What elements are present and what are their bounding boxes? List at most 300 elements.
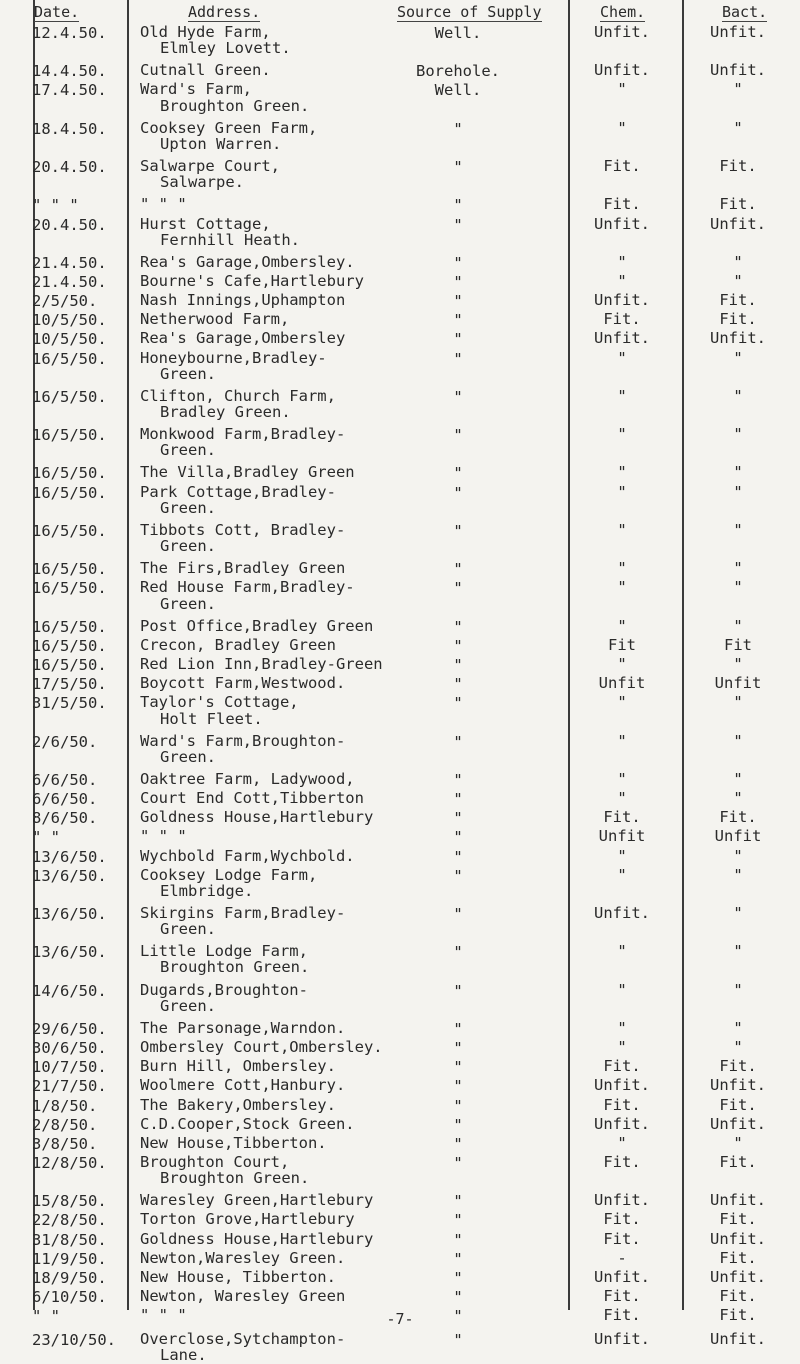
address-line: Ward's Farm,Broughton- — [140, 731, 346, 750]
bact-result: Unfit. — [710, 1191, 766, 1210]
chem-result-cell — [572, 1154, 672, 1170]
address-cell — [140, 1058, 336, 1074]
chem-result: Fit. — [603, 1210, 641, 1229]
chem-result-cell — [572, 311, 672, 327]
chem-result: " — [617, 616, 627, 635]
date-cell: 11/9/50. — [32, 1249, 107, 1268]
chem-result: " — [617, 80, 627, 99]
chem-result-cell — [572, 1288, 672, 1304]
chem-result: " — [617, 942, 627, 961]
bact-result-cell — [688, 1039, 788, 1055]
address-line: New House,Tibberton. — [140, 1133, 327, 1152]
bact-result-cell — [688, 1135, 788, 1151]
address-line: The Villa,Bradley Green — [140, 463, 355, 482]
bact-result-cell — [688, 905, 788, 921]
bact-result-cell — [688, 1077, 788, 1093]
chem-result-cell — [572, 484, 672, 500]
chem-result: Fit — [608, 635, 636, 654]
address-line: Green. — [160, 594, 216, 613]
date-cell: 16/5/50. — [32, 560, 107, 579]
chem-result: Fit. — [603, 1229, 641, 1248]
source-cell: " — [453, 560, 463, 579]
address-cell — [140, 1269, 336, 1285]
chem-result-cell — [572, 809, 672, 825]
bact-result-cell — [688, 158, 788, 174]
chem-result: Unfit. — [594, 1191, 650, 1210]
address-line: Nash Innings,Uphampton — [140, 291, 346, 310]
chem-result: Unfit. — [594, 1076, 650, 1095]
address-line: Old Hyde Farm, — [140, 23, 271, 41]
chem-result-cell — [572, 1116, 672, 1132]
date-cell: 21/7/50. — [32, 1077, 107, 1096]
source-cell: " — [453, 311, 463, 330]
address-line: Honeybourne,Bradley- — [140, 348, 327, 367]
chem-result-cell — [572, 694, 672, 710]
bact-result: " — [733, 1133, 743, 1152]
address-line: Woolmere Cott,Hanbury. — [140, 1076, 346, 1095]
chem-result-cell — [572, 579, 672, 595]
chem-result: Fit. — [603, 195, 641, 214]
address-cell — [140, 292, 345, 308]
source-cell: " — [453, 1192, 463, 1211]
bact-result-cell — [688, 867, 788, 883]
date-cell: 1/8/50. — [32, 1096, 98, 1115]
date-cell: 16/5/50. — [32, 464, 107, 483]
address-line: Green. — [160, 996, 216, 1015]
address-line: Hurst Cottage, — [140, 214, 271, 233]
address-line: Boycott Farm,Westwood. — [140, 674, 346, 693]
chem-result: " — [617, 1038, 627, 1057]
bact-result-cell — [688, 388, 788, 404]
address-line: Little Lodge Farm, — [140, 942, 308, 961]
chem-result: Fit. — [603, 310, 641, 329]
address-cell — [140, 254, 355, 270]
date-cell: 6/10/50. — [32, 1288, 107, 1307]
bact-result-cell — [688, 790, 788, 806]
date-cell: 22/8/50. — [32, 1211, 107, 1230]
chem-result-cell — [572, 1077, 672, 1093]
date-cell: 6/6/50. — [32, 790, 98, 809]
bact-result-cell — [688, 733, 788, 749]
chem-result-cell — [572, 1097, 672, 1113]
address-cell — [140, 120, 317, 152]
address-cell — [140, 733, 345, 765]
address-cell — [140, 426, 345, 458]
address-cell — [140, 771, 355, 787]
bact-result: " — [733, 118, 743, 137]
address-line: Goldness House,Hartlebury — [140, 1229, 374, 1248]
bact-result: Unfit. — [710, 1114, 766, 1133]
chem-result: Fit. — [603, 1306, 641, 1325]
address-line: Upton Warren. — [160, 134, 282, 153]
source-cell: " — [453, 1019, 463, 1038]
chem-result: Unfit. — [594, 329, 650, 348]
bact-result: " — [733, 616, 743, 635]
date-cell: 16/5/50. — [32, 617, 107, 636]
bact-result: " — [733, 865, 743, 884]
chem-result: Unfit. — [594, 903, 650, 922]
bact-result: " — [733, 1018, 743, 1037]
bact-result: Fit. — [719, 1057, 757, 1076]
date-cell: 6/6/50. — [32, 770, 98, 789]
bact-result: " — [733, 693, 743, 712]
chem-result-cell — [572, 867, 672, 883]
bact-result-cell — [688, 828, 788, 844]
chem-result-cell — [572, 618, 672, 634]
date-cell: 12/8/50. — [32, 1153, 107, 1172]
bact-result-cell — [688, 943, 788, 959]
address-line: Broughton Court, — [140, 1152, 290, 1171]
address-cell — [140, 1020, 345, 1036]
bact-result-cell — [688, 675, 788, 691]
address-line: New House, Tibberton. — [140, 1267, 336, 1286]
date-cell: 2/5/50. — [32, 292, 98, 311]
address-cell — [140, 828, 187, 844]
chem-result-cell — [572, 216, 672, 232]
address-line: Tibbots Cott, Bradley- — [140, 520, 346, 539]
header-bact: Bact. — [722, 3, 768, 21]
bact-result: " — [733, 655, 743, 674]
bact-result-cell — [688, 522, 788, 538]
chem-result: - — [617, 1248, 627, 1267]
source-cell: " — [453, 1077, 463, 1096]
header-chem: Chem. — [600, 3, 646, 21]
address-line: Waresley Green,Hartlebury — [140, 1191, 374, 1210]
date-cell: 21.4.50. — [32, 272, 107, 291]
address-cell — [140, 216, 300, 248]
chem-result: " — [617, 271, 627, 290]
source-cell: " — [453, 1331, 463, 1350]
address-cell — [140, 1231, 373, 1247]
chem-result-cell — [572, 388, 672, 404]
chem-result: Fit. — [603, 1152, 641, 1171]
bact-result-cell — [688, 809, 788, 825]
chem-result-cell — [572, 350, 672, 366]
bact-result: Unfit. — [710, 214, 766, 233]
bact-result-cell — [688, 81, 788, 97]
address-line: Green. — [160, 364, 216, 383]
address-line: Broughton Green. — [160, 96, 310, 115]
chem-result-cell — [572, 426, 672, 442]
chem-result-cell — [572, 905, 672, 921]
bact-result-cell — [688, 1331, 788, 1347]
source-cell: " — [453, 809, 463, 828]
chem-result-cell — [572, 1020, 672, 1036]
chem-result-cell — [572, 1250, 672, 1266]
bact-result-cell — [688, 120, 788, 136]
address-line: Park Cottage,Bradley- — [140, 482, 336, 501]
address-cell — [140, 943, 309, 975]
bact-result-cell — [688, 62, 788, 78]
source-cell: " — [453, 1211, 463, 1230]
address-cell — [140, 1192, 373, 1208]
address-line: Post Office,Bradley Green — [140, 616, 374, 635]
address-line: Broughton Green. — [160, 958, 310, 977]
bact-result-cell — [688, 1154, 788, 1170]
address-cell — [140, 848, 355, 864]
chem-result-cell — [572, 196, 672, 212]
header-address: Address. — [188, 3, 261, 21]
source-cell: " — [453, 1153, 463, 1172]
bact-result: " — [733, 731, 743, 750]
date-cell: 2/6/50. — [32, 732, 98, 751]
address-line: Overclose,Sytchampton- — [140, 1330, 346, 1349]
chem-result: " — [617, 769, 627, 788]
date-cell: 18.4.50. — [32, 119, 107, 138]
address-cell — [140, 637, 336, 653]
bact-result: " — [733, 942, 743, 961]
chem-result: Fit. — [603, 1057, 641, 1076]
date-cell: " " — [32, 828, 60, 847]
source-cell: " — [453, 1268, 463, 1287]
source-cell: Well. — [434, 24, 482, 42]
chem-result: Unfit. — [594, 23, 650, 41]
source-cell: " — [453, 675, 463, 694]
bact-result: Unfit. — [710, 23, 766, 41]
address-line: Newton, Waresley Green — [140, 1287, 346, 1306]
bact-result: " — [733, 463, 743, 482]
chem-result-cell — [572, 1039, 672, 1055]
date-cell: 31/8/50. — [32, 1230, 107, 1249]
address-line: Ombersley Court,Ombersley. — [140, 1038, 383, 1057]
source-cell: " — [453, 636, 463, 655]
bact-result-cell — [688, 216, 788, 232]
bact-result: Fit. — [719, 157, 757, 176]
bact-result: " — [733, 252, 743, 271]
bact-result: Fit. — [719, 1210, 757, 1229]
chem-result: Unfit. — [594, 61, 650, 80]
date-cell: 16/5/50. — [32, 636, 107, 655]
bact-result-cell — [688, 771, 788, 787]
bact-result-cell — [688, 1192, 788, 1208]
address-line: The Firs,Bradley Green — [140, 559, 346, 578]
address-line: Skirgins Farm,Bradley- — [140, 903, 346, 922]
header-date: Date. — [34, 3, 80, 21]
chem-result-cell — [572, 254, 672, 270]
date-cell: 13/6/50. — [32, 866, 107, 885]
chem-result-cell — [572, 675, 672, 691]
bact-result-cell — [688, 560, 788, 576]
address-cell — [140, 1116, 355, 1132]
address-line: Elmbridge. — [160, 881, 254, 900]
address-cell — [140, 1211, 355, 1227]
address-cell — [140, 867, 317, 899]
bact-result-cell — [688, 1097, 788, 1113]
chem-result-cell — [572, 1058, 672, 1074]
address-cell — [140, 560, 345, 576]
source-cell: " — [453, 292, 463, 311]
column-rule-chem-right — [682, 0, 684, 1310]
chem-result: " — [617, 425, 627, 444]
chem-result-cell — [572, 1211, 672, 1227]
bact-result: Fit. — [719, 310, 757, 329]
source-cell: Well. — [434, 81, 482, 100]
address-cell — [140, 350, 327, 382]
source-cell: " — [453, 196, 463, 215]
chem-result-cell — [572, 1135, 672, 1151]
chem-result-cell — [572, 120, 672, 136]
bact-result: " — [733, 559, 743, 578]
source-cell: Borehole. — [416, 62, 500, 81]
address-line: Holt Fleet. — [160, 709, 263, 728]
source-cell: " — [453, 579, 463, 598]
bact-result-cell — [688, 1250, 788, 1266]
bact-result: " — [733, 578, 743, 597]
address-cell — [140, 24, 291, 56]
bact-result-cell — [688, 1058, 788, 1074]
address-cell — [140, 484, 336, 516]
bact-result: " — [733, 348, 743, 367]
address-line: Wychbold Farm,Wychbold. — [140, 846, 355, 865]
chem-result: " — [617, 731, 627, 750]
bact-result-cell — [688, 311, 788, 327]
chem-result-cell — [572, 733, 672, 749]
source-cell: " — [453, 694, 463, 713]
chem-result-cell — [572, 848, 672, 864]
chem-result: Fit. — [603, 1095, 641, 1114]
bact-result: Fit. — [719, 1287, 757, 1306]
bact-result: Unfit. — [710, 1267, 766, 1286]
chem-result-cell — [572, 982, 672, 998]
source-cell: " — [453, 1307, 463, 1326]
source-cell: " — [453, 272, 463, 291]
source-cell: " — [453, 1249, 463, 1268]
address-line: " " " — [140, 1306, 187, 1325]
address-line: The Parsonage,Warndon. — [140, 1018, 346, 1037]
address-cell — [140, 579, 355, 611]
address-line: Cutnall Green. — [140, 61, 271, 80]
date-cell: 20.4.50. — [32, 215, 107, 234]
address-cell — [140, 1331, 345, 1363]
date-cell: 3/8/50. — [32, 1134, 98, 1153]
source-cell: " — [453, 1039, 463, 1058]
address-cell — [140, 1250, 345, 1266]
bact-result-cell — [688, 656, 788, 672]
date-cell: 10/7/50. — [32, 1058, 107, 1077]
source-cell: " — [453, 426, 463, 445]
address-line: Cooksey Lodge Farm, — [140, 865, 318, 884]
date-cell: 13/6/50. — [32, 904, 107, 923]
address-line: Green. — [160, 441, 216, 460]
address-line: Clifton, Church Farm, — [140, 386, 336, 405]
bact-result-cell — [688, 426, 788, 442]
bact-result: " — [733, 789, 743, 808]
chem-result-cell — [572, 273, 672, 289]
address-line: Salwarpe Court, — [140, 157, 280, 176]
bact-result: Unfit — [714, 827, 762, 846]
address-line: Newton,Waresley Green. — [140, 1248, 346, 1267]
bact-result: " — [733, 80, 743, 99]
bact-result: Unfit. — [710, 1330, 766, 1349]
date-cell: 18/9/50. — [32, 1268, 107, 1287]
source-cell: " — [453, 981, 463, 1000]
source-cell: " — [453, 617, 463, 636]
chem-result-cell — [572, 81, 672, 97]
chem-result: " — [617, 463, 627, 482]
address-cell — [140, 1097, 336, 1113]
bact-result-cell — [688, 464, 788, 480]
bact-result: Unfit. — [710, 329, 766, 348]
bact-result-cell — [688, 196, 788, 212]
chem-result-cell — [572, 24, 672, 40]
date-cell: 13/6/50. — [32, 943, 107, 962]
chem-result-cell — [572, 464, 672, 480]
column-rule-left — [127, 0, 129, 1310]
address-cell — [140, 982, 308, 1014]
address-cell — [140, 656, 383, 672]
chem-result: " — [617, 559, 627, 578]
bact-result-cell — [688, 982, 788, 998]
chem-result-cell — [572, 330, 672, 346]
bact-result: " — [733, 520, 743, 539]
source-cell: " — [453, 1288, 463, 1307]
chem-result: Unfit. — [594, 291, 650, 310]
chem-result: Unfit. — [594, 214, 650, 233]
address-line: Court End Cott,Tibberton — [140, 789, 364, 808]
bact-result-cell — [688, 618, 788, 634]
bact-result-cell — [688, 350, 788, 366]
bact-result: Unfit — [714, 674, 762, 693]
source-cell: " — [453, 1230, 463, 1249]
source-cell: " — [453, 1058, 463, 1077]
source-cell: " — [453, 866, 463, 885]
date-cell: " " — [32, 1307, 60, 1326]
bact-result: " — [733, 846, 743, 865]
source-cell: " — [453, 464, 463, 483]
chem-result-cell — [572, 943, 672, 959]
address-line: Bourne's Cafe,Hartlebury — [140, 271, 364, 290]
bact-result-cell — [688, 330, 788, 346]
bact-result-cell — [688, 1269, 788, 1285]
bact-result-cell — [688, 254, 788, 270]
chem-result: Unfit — [598, 674, 646, 693]
address-cell — [140, 618, 373, 634]
date-cell: 8/6/50. — [32, 809, 98, 828]
chem-result-cell — [572, 771, 672, 787]
date-cell: 15/8/50. — [32, 1192, 107, 1211]
bact-result: " — [733, 386, 743, 405]
date-cell: 17.4.50. — [32, 81, 107, 100]
chem-result: Unfit — [598, 827, 646, 846]
address-line: " " " — [140, 195, 187, 214]
source-cell: " — [453, 521, 463, 540]
source-cell: " — [453, 656, 463, 675]
source-cell: " — [453, 1096, 463, 1115]
bact-result-cell — [688, 848, 788, 864]
bact-result: Fit. — [719, 195, 757, 214]
address-line: Goldness House,Hartlebury — [140, 808, 374, 827]
chem-result: Unfit. — [594, 1330, 650, 1349]
address-cell — [140, 273, 364, 289]
chem-result-cell — [572, 656, 672, 672]
address-line: Green. — [160, 537, 216, 556]
date-cell: 31/5/50. — [32, 694, 107, 713]
chem-result-cell — [572, 1269, 672, 1285]
address-line: Monkwood Farm,Bradley- — [140, 425, 346, 444]
address-cell — [140, 62, 271, 78]
date-cell: 10/5/50. — [32, 330, 107, 349]
chem-result-cell — [572, 522, 672, 538]
address-line: Broughton Green. — [160, 1169, 310, 1188]
chem-result: Fit. — [603, 1287, 641, 1306]
address-line: Rea's Garage,Ombersley. — [140, 252, 355, 271]
chem-result-cell — [572, 637, 672, 653]
date-cell: 12.4.50. — [32, 24, 107, 42]
source-cell: " — [453, 1134, 463, 1153]
address-line: Crecon, Bradley Green — [140, 635, 336, 654]
address-cell — [140, 675, 345, 691]
address-line: Lane. — [160, 1346, 207, 1364]
